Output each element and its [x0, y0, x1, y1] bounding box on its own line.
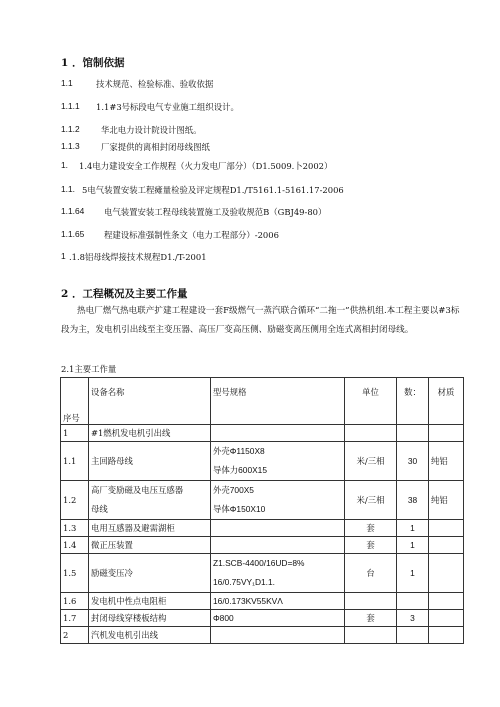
- project-overview-paragraph: 热电厂燃气热电联产扩建工程建设一套F级燃气一蒸汽联合循环“二拖一”供热机组.本工程主要以#3标段为主，发电机引出线至主变压器、高压厂变高压侧、励磁变离压侧用全连式离相封闭母线。: [61, 306, 460, 335]
- cell-qty: [397, 425, 429, 442]
- cell-name: #1燃机发电机引出线: [89, 425, 211, 442]
- table-row: [61, 442, 464, 481]
- table-row: [61, 537, 464, 554]
- table-row: [61, 520, 464, 537]
- cell-material: [429, 425, 464, 442]
- cell-material: [429, 537, 464, 554]
- table-row: [61, 593, 464, 610]
- cell-name: 电用互感器及避需湖柜: [89, 520, 211, 537]
- cell-unit: [345, 627, 397, 644]
- cell-material: 纯铝: [429, 442, 464, 481]
- cell-name: 封闭母线穿楼板结构: [89, 610, 211, 627]
- cell-unit: 套: [345, 520, 397, 537]
- header-model: 型号规格: [211, 378, 345, 425]
- item-number: 1.1.3: [61, 141, 80, 151]
- table-row: [61, 554, 464, 593]
- cell-material: [429, 554, 464, 593]
- cell-seq: 2: [61, 627, 89, 644]
- model-line: 外壳Φ1150X8: [213, 446, 265, 456]
- cell-material: [429, 610, 464, 627]
- model-line: 16/0.75VY₁D1.1.: [213, 577, 275, 587]
- model-line: 外壳700X5: [213, 485, 254, 495]
- section-1-heading: 1 ．馆制依据: [61, 57, 125, 69]
- item-text: 华北电力设计院设计图纸。: [101, 125, 202, 135]
- item-text: 程建设标准强制性条文（电力工程部分）-2006: [104, 230, 279, 240]
- cell-name: 发电机中性点电阻柜: [89, 593, 211, 610]
- cell-qty: 1: [397, 537, 429, 554]
- table-row: [61, 481, 464, 520]
- item-number: 1.1: [61, 78, 73, 88]
- cell-seq: 1.3: [61, 520, 89, 537]
- table-row: [61, 425, 464, 442]
- cell-model: [211, 554, 345, 593]
- cell-qty: 3: [397, 610, 429, 627]
- cell-name: 汽机发电机引出线: [89, 627, 211, 644]
- cell-seq: 1.6: [61, 593, 89, 610]
- cell-name: 微正压装置: [89, 537, 211, 554]
- cell-unit: 米/三相: [345, 481, 397, 520]
- cell-unit: 套: [345, 537, 397, 554]
- table-row: [61, 627, 464, 644]
- header-seq: 序号: [61, 378, 89, 425]
- cell-qty: [397, 627, 429, 644]
- cell-seq: 1.1: [61, 442, 89, 481]
- item-number: 1.: [61, 160, 68, 170]
- cell-material: [429, 593, 464, 610]
- cell-seq: 1.5: [61, 554, 89, 593]
- item-text: 厂家提供的离相封闭母线图纸: [101, 142, 210, 152]
- item-number: 1.1.: [61, 184, 75, 194]
- cell-name: 励磁变压冷: [89, 554, 211, 593]
- table-row: [61, 610, 464, 627]
- header-unit: 单位: [345, 378, 397, 425]
- cell-name: 主回路母线: [89, 442, 211, 481]
- model-line: Z1.SCB-4400/16UD=8%: [213, 558, 305, 568]
- table-caption: 2.1主要工作量: [61, 364, 117, 374]
- cell-model: [211, 520, 345, 537]
- item-number: 1: [61, 251, 66, 261]
- cell-model: [211, 442, 345, 481]
- name-line: 高厂变励磁及电压互感器: [91, 485, 184, 495]
- cell-qty: 1: [397, 520, 429, 537]
- cell-seq: 1.2: [61, 481, 89, 520]
- item-text: 1.4电力建设安全工作规程（火力发电厂部分）（D1.5009.卜2002）: [79, 161, 333, 171]
- cell-model: [211, 425, 345, 442]
- cell-qty: [397, 593, 429, 610]
- item-text: 技术规范、检验标准、验收依据: [96, 79, 214, 89]
- model-line: 导体Φ150X10: [213, 504, 266, 514]
- cell-model: [211, 481, 345, 520]
- cell-material: [429, 627, 464, 644]
- item-number: 1.1.65: [61, 229, 85, 239]
- item-number: 1.1.64: [61, 206, 85, 216]
- model-line: 导体力600X15: [213, 465, 267, 475]
- cell-qty: 38: [397, 481, 429, 520]
- cell-model: [211, 537, 345, 554]
- work-quantity-table: [60, 377, 464, 644]
- item-text: 电气装置安装工程母线装置施工及验收规范B（GBJ49-80）: [104, 207, 327, 217]
- cell-seq: 1.7: [61, 610, 89, 627]
- cell-model: 16/0.173KV55KVΛ: [211, 593, 345, 610]
- cell-unit: [345, 425, 397, 442]
- cell-qty: 1: [397, 554, 429, 593]
- name-line: 母线: [91, 504, 108, 514]
- item-text: .1.8铝母线焊接技术规程D1./T-2001: [69, 252, 207, 262]
- cell-unit: 台: [345, 554, 397, 593]
- cell-unit: [345, 593, 397, 610]
- item-text: 5电气装置安装工程瘫量检验及评定规程D1./T5161.1-5161.17-2006: [82, 185, 344, 195]
- cell-qty: 30: [397, 442, 429, 481]
- item-text: 1.1#3号标段电气专业施工组织设计。: [96, 102, 239, 112]
- cell-unit: 套: [345, 610, 397, 627]
- cell-unit: 米/三相: [345, 442, 397, 481]
- header-name: 设备名称: [89, 378, 211, 425]
- cell-seq: 1.4: [61, 537, 89, 554]
- cell-material: [429, 520, 464, 537]
- cell-name: [89, 481, 211, 520]
- item-number: 1.1.2: [61, 124, 80, 134]
- cell-model: Φ800: [211, 610, 345, 627]
- cell-material: 纯铝: [429, 481, 464, 520]
- header-material: 材质: [429, 378, 464, 425]
- cell-model: [211, 627, 345, 644]
- item-number: 1.1.1: [61, 101, 80, 111]
- section-2-heading: 2 ．工程概况及主要工作量: [61, 288, 188, 300]
- cell-seq: 1: [61, 425, 89, 442]
- header-qty: 数：: [397, 378, 429, 425]
- table-header-row: [61, 378, 464, 425]
